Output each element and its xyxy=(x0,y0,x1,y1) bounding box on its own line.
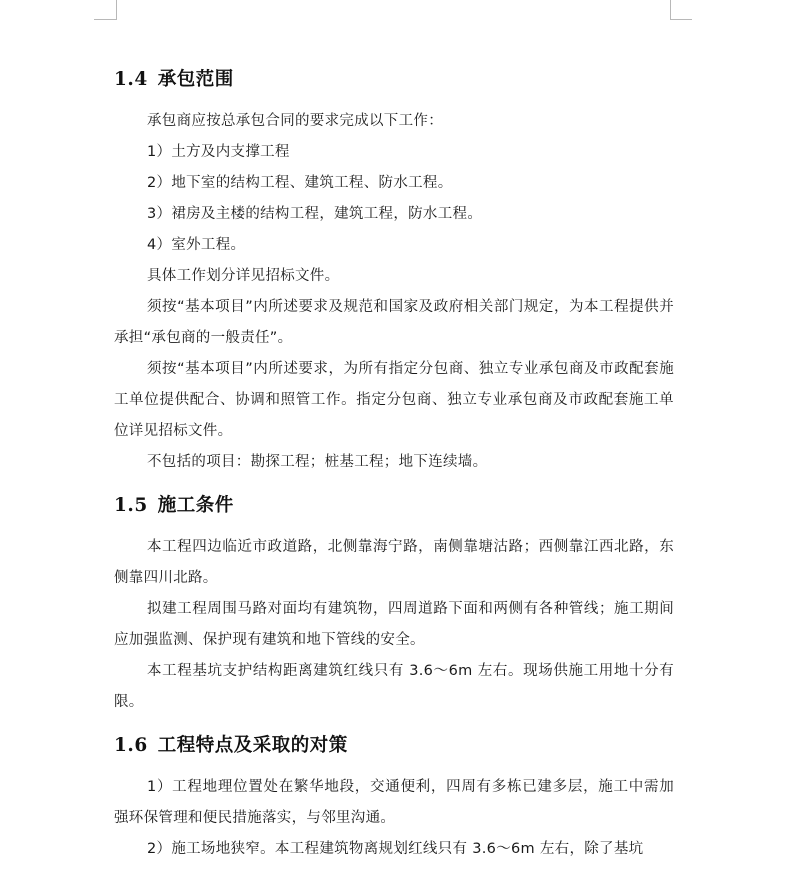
paragraph: 承包商应按总承包合同的要求完成以下工作： xyxy=(147,113,443,129)
list-item: 2）施工场地狭窄。本工程建筑物离规划红线只有 3.6～6m 左右，除了基坑 xyxy=(147,841,644,857)
section-heading-1-6 xyxy=(114,726,674,766)
paragraph: 本工程基坑支护结构距离建筑红线只有 3.6～6m 左右。现场供施工用地十分有限。 xyxy=(114,663,674,710)
list-item: 2）地下室的结构工程、建筑工程、防水工程。 xyxy=(147,175,453,191)
section-number: 1.4 xyxy=(114,69,148,90)
crop-mark-left-vertical xyxy=(116,0,117,20)
list-item: 1）工程地理位置处在繁华地段，交通便利，四周有多栋已建多层，施工中需加强环保管理和便民措施落实，与邻里沟通。 xyxy=(114,779,674,826)
paragraph: 具体工作划分详见招标文件。 xyxy=(147,268,340,284)
paragraph: 拟建工程周围马路对面均有建筑物，四周道路下面和两侧有各种管线；施工期间应加强监测、保护现有建筑和地下管线的安全。 xyxy=(114,601,674,648)
paragraph: 不包括的项目：勘探工程；桩基工程；地下连续墙。 xyxy=(147,454,488,470)
section-number: 1.6 xyxy=(114,735,148,756)
crop-mark-right-horizontal xyxy=(670,19,692,20)
section-title: 工程特点及采取的对策 xyxy=(157,735,348,756)
crop-mark-left-horizontal xyxy=(94,19,116,20)
paragraph: 须按“基本项目”内所述要求，为所有指定分包商、独立专业承包商及市政配套施工单位提供配合、协调和照管工作。指定分包商、独立专业承包商及市政配套施工单位详见招标文件。 xyxy=(114,361,674,439)
paragraph: 本工程四边临近市政道路，北侧靠海宁路，南侧靠塘沽路；西侧靠江西北路，东侧靠四川北路。 xyxy=(114,539,674,586)
paragraph: 须按“基本项目”内所述要求及规范和国家及政府相关部门规定，为本工程提供并承担“承包商的一般责任”。 xyxy=(114,299,674,346)
section-heading-1-4 xyxy=(114,60,674,100)
list-item: 4）室外工程。 xyxy=(147,237,246,253)
document-body xyxy=(114,60,674,865)
section-heading-1-5 xyxy=(114,486,674,526)
list-item: 3）裙房及主楼的结构工程，建筑工程，防水工程。 xyxy=(147,206,483,222)
crop-mark-right-vertical xyxy=(670,0,671,20)
list-item: 1）土方及内支撑工程 xyxy=(147,144,290,160)
section-title: 承包范围 xyxy=(157,69,234,90)
section-number: 1.5 xyxy=(114,495,148,516)
section-title: 施工条件 xyxy=(157,495,234,516)
